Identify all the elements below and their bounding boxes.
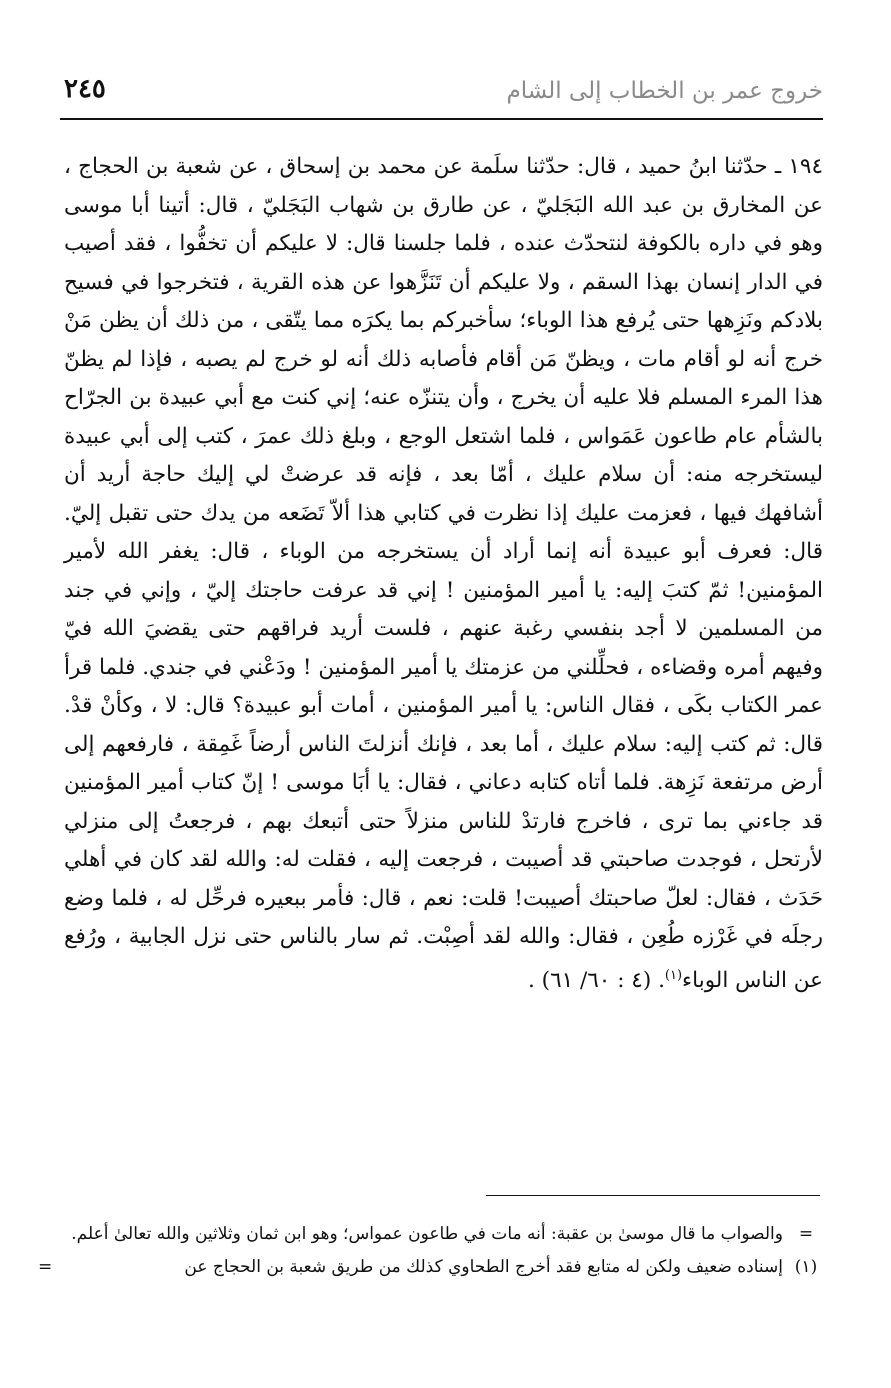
page-number: ٢٤٥ (64, 74, 106, 104)
footnote-reference: (١) (664, 967, 683, 983)
footnote-1-continues-marker: = (38, 1257, 53, 1277)
running-title: خروج عمر بن الخطاب إلى الشام (506, 78, 823, 104)
running-header (60, 68, 823, 116)
footnote-1 (38, 1251, 823, 1284)
footnotes (38, 1218, 823, 1284)
footnote-rule (486, 1195, 820, 1196)
main-text (64, 148, 823, 1000)
hadith-paragraph (64, 148, 823, 1000)
footnote-continued (64, 1218, 823, 1251)
footnote-1-text: إسناده ضعيف ولكن له متابع فقد أخرج الطحاوي كذلك من طريق شعبة بن الحجاج عن (184, 1257, 783, 1277)
footnote-1-marker: (١) (794, 1257, 818, 1277)
footnote-continued-marker: = (798, 1224, 814, 1244)
hadith-text: ١٩٤ ـ حدّثنا ابنُ حميد ، قال: حدّثنا سلَمة عن محمد بن إسحاق ، عن شعبة بن الحجاج ، عن المخارق بن عبد الله البَجَليّ ، عن طارق بن شهاب البَجَليّ ، قال: أتينا أبا موسى وهو في داره بالكوفة لنتحدّث عنده ، فلما جلسنا قال: لا عليكم أن تخفُّوا ، فقد أصيب في الدار إنسان بهذا السقم ، ولا عليكم أن تَنَزَّهوا عن هذه القرية ، فتخرجوا في فسيح بلادكم ونَزِهها حتى يُرفع هذا الوباء؛ سأخبركم بما يكرَه مما يتّقى ، من ذلك أن يظن مَنْ خرج أنه لو أقام مات ، ويظنّ مَن أقام فأصابه ذلك أنه لو خرج لم يصبه ، فإذا لم يظنّ هذا المرء المسلم فلا عليه أن يخرج ، وأن يتنزّه عنه؛ إني كنت مع أبي عبيدة بن الجرّاح بالشأم عام طاعون عَمَواس ، فلما اشتعل الوجع ، وبلغ ذلك عمرَ ، كتب إلى أبي عبيدة ليستخرجه منه: أن سلام عليك ، أمّا بعد ، فإنه قد عرضتْ لي إليك حاجة أريد أن أشافهك فيها ، فعزمت عليك إذا نظرت في كتابي هذا ألاّ تَضَعه من يدك حتى تقبل إليّ. قال: فعرف أبو عبيدة أنه إنما أراد أن يستخرجه من الوباء ، قال: يغفر الله لأمير المؤمنين! ثمّ كتبَ إليه: يا أمير المؤمنين ! إني قد عرفت حاجتك إليّ ، وإني في جند من المسلمين لا أجد بنفسي رغبة عنهم ، فلست أريد فراقهم حتى يقضيَ الله فيّ وفيهم أمره وقضاءه ، فحلِّلني من عزمتك يا أمير المؤمنين ! ودَعْني في جندي. فلما قرأ عمر الكتاب بكَى ، فقال الناس: يا أمير المؤمنين ، أمات أبو عبيدة؟ قال: لا ، وكأنْ قدْ. قال: ثم كتب إليه: سلام عليك ، أما بعد ، فإنك أنزلتَ الناس أرضاً غَمِقة ، فارفعهم إلى أرض مرتفعة نَزِهة. فلما أتاه كتابه دعاني ، فقال: يا أبَا موسى ! إنّ كتاب أمير المؤمنين قد جاءني بما ترى ، فاخرج فارتدْ للناس منزلاً حتى أتبعك بهم ، فرجعتُ إلى منزلي لأرتحل ، فوجدت صاحبتي قد أصيبت ، فرجعت إليه ، فقلت له: والله لقد كان في أهلي حَدَث ، فقال: لعلّ صاحبتك أصيبت! قلت: نعم ، قال: فأمر ببعيره فرحِّل له ، فلما وضع رجلَه في غَرْزه طُعِن ، فقال: والله لقد أصِبْت. ثم سار بالناس حتى نزل الجابية ، ورُفع عن الناس الوباء (64, 154, 823, 993)
footnote-continued-text: والصواب ما قال موسىٰ بن عقبة: أنه مات في طاعون عمواس؛ وهو ابن ثمان وثلاثين والله تعالىٰ أعلم. (71, 1224, 783, 1244)
header-rule (60, 118, 823, 120)
citation: . (٤ : ٦٠/ ٦١) . (528, 967, 665, 993)
